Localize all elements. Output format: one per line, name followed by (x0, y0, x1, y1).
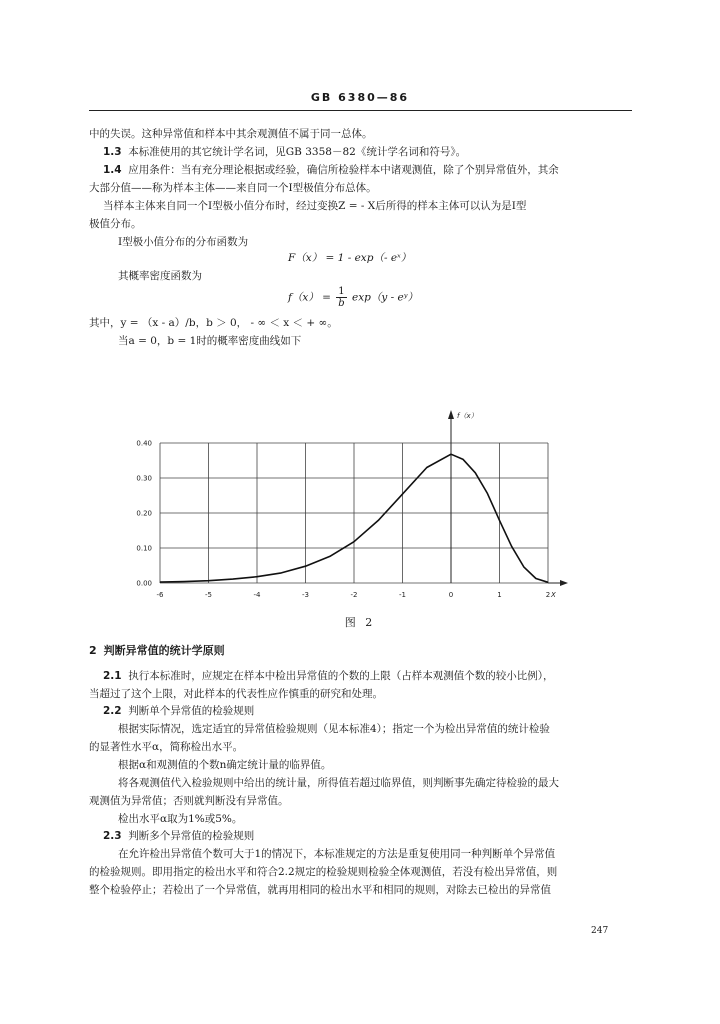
curve-point (378, 520, 379, 521)
curve-point (487, 493, 488, 494)
text-line: 当超过了这个上限，对此样本的代表性应作慎重的研究和处理。 (89, 688, 383, 700)
fraction-numerator: 1 (338, 286, 345, 297)
text-line: 的检验规则。即用指定的检出水平和符合2.2规定的检验规则检验全体观测值，若没有检出异常值，则 (89, 866, 558, 878)
clause-text: 执行本标准时，应规定在样本中检出异常值的个数的上限（占样本观测值个数的较小比例）， (128, 670, 554, 682)
text-line: 将各观测值代入检验规则中给出的统计量，所得值若超过临界值，则判断事先确定待检验的最大 (118, 777, 559, 789)
formula-left: f（x） = (288, 291, 331, 304)
x-axis-arrow (560, 580, 568, 586)
figure-caption: 图 2 (344, 616, 376, 629)
section-number: 2 (89, 644, 97, 657)
running-header: GB 6380—86 (310, 91, 410, 104)
curve-point (451, 454, 452, 455)
subsection-heading (103, 704, 254, 718)
text-line: 极值分布。 (89, 218, 142, 230)
clause-number: 1.3 (103, 146, 122, 158)
text-line: 根据α和观测值的个数n确定统计量的临界值。 (118, 759, 332, 771)
clause-number: 1.4 (103, 164, 122, 176)
curve-point (281, 573, 282, 574)
subsection-title: 判断单个异常值的检验规则 (128, 705, 255, 717)
curve-point (354, 541, 355, 542)
x-tick-label: 1 (497, 591, 502, 599)
clause-number: 2.1 (103, 670, 122, 682)
y-tick-label: 0.20 (136, 509, 152, 518)
text-line: 大部分值——称为样本主体——来自同一个Ⅰ型极值分布总体。 (89, 182, 377, 194)
subsection-number: 2.2 (103, 705, 122, 717)
y-tick-label: 0.40 (136, 439, 152, 448)
curve-point (305, 566, 306, 567)
curve-point (499, 520, 500, 521)
y-tick-label: 0.00 (136, 579, 152, 588)
text-line: Ⅰ型极小值分布的分布函数为 (118, 236, 249, 248)
page-number: 247 (591, 926, 609, 936)
curve-point (208, 580, 209, 581)
curve-point (511, 546, 512, 547)
curve-point (257, 576, 258, 577)
y-axis-label: f（x） (457, 412, 478, 420)
clause-text: 本标准使用的其它统计学名词，见GB 3358－82《统计学名词和符号》。 (128, 146, 467, 158)
text-line: 整个检验停止；若检出了一个异常值，就再用相同的检出水平和相同的规则，对除去已检出的异常值 (89, 884, 551, 896)
curve-point (160, 582, 161, 583)
x-tick-label: 0 (448, 591, 454, 599)
section-heading (89, 642, 225, 658)
x-tick-label: -3 (302, 591, 309, 599)
subsection-title: 判断多个异常值的检验规则 (128, 830, 255, 842)
text-line: 其中，y = （x - a）/b，b ＞ 0， - ∞ ＜ x ＜ + ∞。 (89, 317, 338, 329)
curve-point (426, 467, 427, 468)
curve-point (329, 556, 330, 557)
y-tick-label: 0.10 (136, 544, 152, 553)
curve-point (184, 581, 185, 582)
x-tick-label: -5 (205, 591, 212, 599)
x-tick-label: -1 (399, 591, 406, 599)
curve-point (475, 472, 476, 473)
clause-line (103, 669, 554, 683)
subsection-number: 2.3 (103, 830, 122, 842)
text-line: 其概率密度函数为 (118, 270, 202, 282)
text-line: 在允许检出异常值个数可大于1的情况下，本标准规定的方法是重复使用同一种判断单个异常值 (118, 848, 556, 860)
curve-point (232, 579, 233, 580)
text-line: 检出水平α取为1%或5%。 (118, 813, 243, 825)
x-tick-label: -2 (350, 591, 358, 599)
text-line: 当a = 0，b = 1时的概率密度曲线如下 (118, 335, 302, 347)
x-axis-label: X (551, 591, 556, 599)
curve-point (536, 578, 537, 579)
fraction-denominator: b (338, 298, 345, 309)
x-tick-label: -4 (253, 591, 261, 599)
distribution-function-formula: F（x） = 1 - exp（- eˣ） (288, 252, 412, 264)
curve-point (548, 582, 549, 583)
section-title: 判断异常值的统计学原则 (103, 644, 225, 657)
curve-point (463, 459, 464, 460)
curve-point (402, 494, 403, 495)
y-tick-label: 0.30 (136, 474, 152, 483)
curve-point (523, 567, 524, 568)
text-line: 根据实际情况，选定适宜的异常值检验规则（见本标准4）；指定一个为检出异常值的统计检验 (118, 723, 550, 735)
text-line: 的显著性水平α，简称检出水平。 (89, 741, 244, 753)
text-line: 观测值为异常值；否则就判断没有异常值。 (89, 795, 289, 807)
subsection-heading (103, 829, 254, 843)
clause-text: 应用条件：当有充分理论根据或经验，确信所检验样本中诸观测值，除了个别异常值外，其余 (128, 164, 559, 176)
text-line: 当样本主体来自同一个Ⅰ型极小值分布时，经过变换Z = - X后所得的样本主体可以认为是Ⅰ型 (103, 200, 527, 212)
formula-right: exp（y - eʸ） (352, 291, 418, 304)
y-axis-arrow (448, 410, 454, 419)
x-tick-label: 2 (545, 591, 551, 599)
x-tick-label: -6 (156, 591, 164, 599)
text-line: 中的失误。这种异常值和样本中其余观测值不属于同一总体。 (89, 128, 373, 140)
